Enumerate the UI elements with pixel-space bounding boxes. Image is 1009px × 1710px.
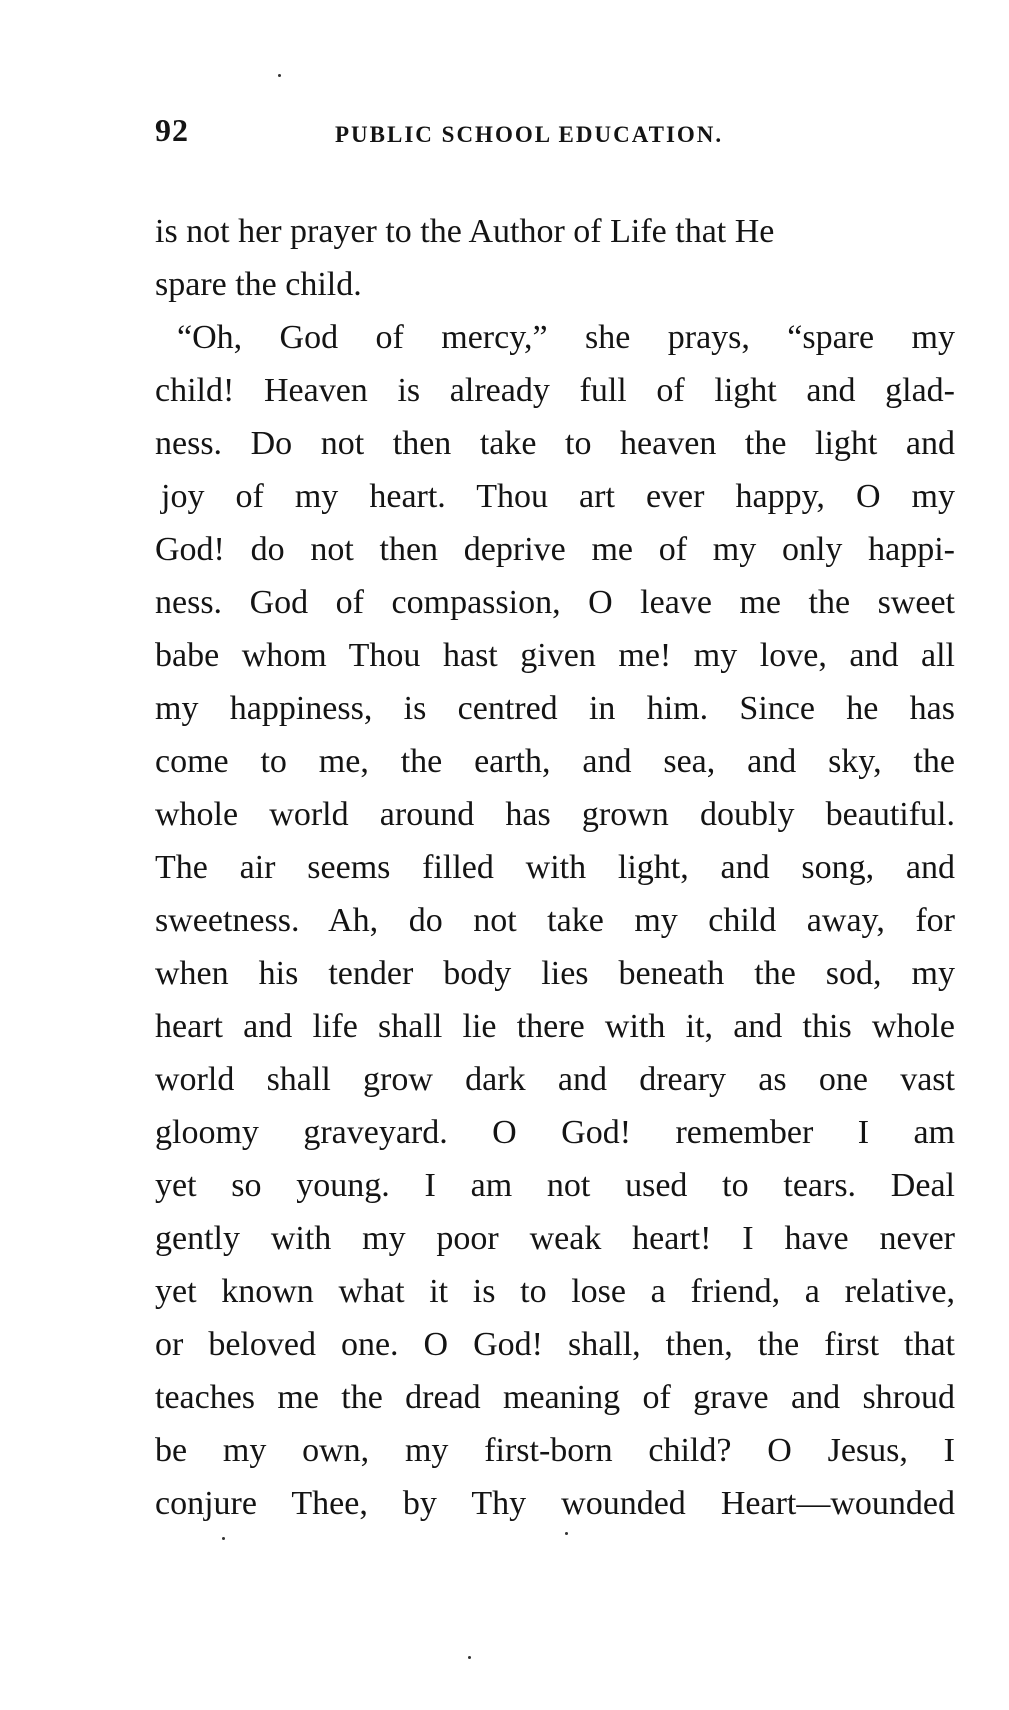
page-number: 92 <box>155 112 189 148</box>
text-line: child! Heaven is already full of light and glad- <box>155 372 955 409</box>
print-speck <box>565 1532 568 1535</box>
body-text <box>155 205 955 1530</box>
page-header <box>155 112 951 162</box>
text-line: when his tender body lies beneath the sod, my <box>155 955 955 992</box>
text-line: sweetness. Ah, do not take my child away, for <box>155 902 955 939</box>
print-speck <box>468 1656 471 1659</box>
text-line: conjure Thee, by Thy wounded Heart—wounded <box>155 1485 955 1522</box>
text-line: gloomy graveyard. O God! remember I am <box>155 1114 955 1151</box>
print-speck <box>222 1537 225 1540</box>
text-line: come to me, the earth, and sea, and sky, the <box>155 743 955 780</box>
text-line: ness. God of compassion, O leave me the sweet <box>155 584 955 621</box>
print-speck <box>278 74 281 77</box>
text-line: yet known what it is to lose a friend, a relative, <box>155 1273 955 1310</box>
text-line: or beloved one. O God! shall, then, the first that <box>155 1326 955 1363</box>
running-title: PUBLIC SCHOOL EDUCATION. <box>335 122 724 147</box>
text-line: The air seems filled with light, and song, and <box>155 849 955 886</box>
text-line: “Oh, God of mercy,” she prays, “spare my <box>177 319 955 356</box>
text-line: heart and life shall lie there with it, and this whole <box>155 1008 955 1045</box>
text-line: teaches me the dread meaning of grave and shroud <box>155 1379 955 1416</box>
text-line: yet so young. I am not used to tears. Deal <box>155 1167 955 1204</box>
text-line: world shall grow dark and dreary as one vast <box>155 1061 955 1098</box>
text-line: my happiness, is centred in him. Since he has <box>155 690 955 727</box>
text-line: be my own, my first-born child? O Jesus, I <box>155 1432 955 1469</box>
text-line: spare the child. <box>155 266 362 303</box>
text-line: gently with my poor weak heart! I have never <box>155 1220 955 1257</box>
text-line: whole world around has grown doubly beautiful. <box>155 796 955 833</box>
text-line: ness. Do not then take to heaven the light and <box>155 425 955 462</box>
text-line: joy of my heart. Thou art ever happy, O my <box>161 478 955 515</box>
text-line: babe whom Thou hast given me! my love, and all <box>155 637 955 674</box>
text-line: is not her prayer to the Author of Life that He <box>155 213 775 250</box>
text-line: God! do not then deprive me of my only happi- <box>155 531 955 568</box>
